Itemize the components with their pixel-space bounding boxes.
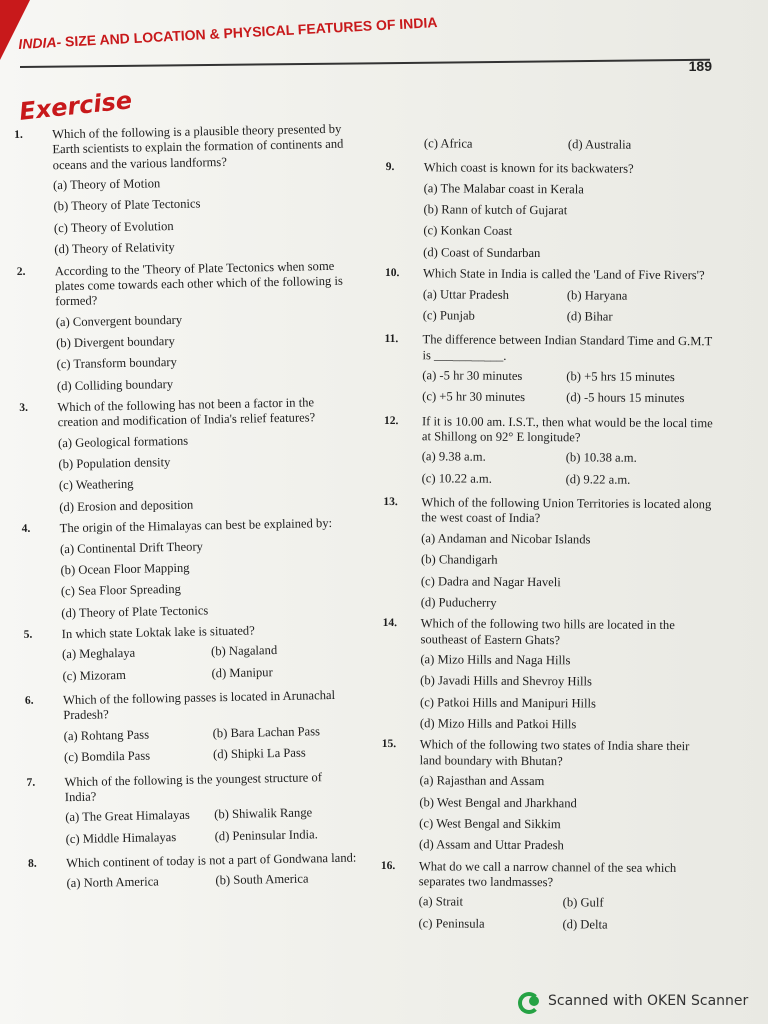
question-item: [380, 859, 711, 940]
question-text: Which of the following is a plausible theory presented by Earth scientists to explain the formation of continents and oceans and the various landforms?: [51, 121, 344, 172]
question-item: [384, 332, 715, 413]
question-number: 9.: [385, 161, 395, 174]
answer-option: (a) Geological formations: [57, 433, 189, 450]
answer-option: (a) Theory of Motion: [52, 176, 161, 193]
options-list: [66, 871, 358, 898]
answer-option: (b) West Bengal and Jharkhand: [419, 794, 577, 810]
answer-option: (a) Convergent boundary: [55, 312, 183, 329]
question-text: The difference between Indian Standard Time and G.M.T is ___________.: [422, 332, 713, 363]
options-list: [421, 531, 714, 612]
answer-option: (a) North America: [66, 874, 159, 891]
answer-option: (d) Delta: [562, 916, 608, 932]
options-list: [56, 309, 349, 394]
scanner-logo-icon: [518, 990, 540, 1012]
question-number: 7.: [26, 776, 36, 789]
answer-option: (a) Rajasthan and Assam: [419, 773, 545, 789]
answer-option: (d) -5 hours 15 minutes: [566, 390, 685, 406]
question-number: 13.: [383, 496, 398, 509]
question-number: 10.: [385, 267, 400, 280]
options-list: [62, 642, 355, 690]
chapter-title: [18, 14, 438, 52]
answer-option: (c) +5 hr 30 minutes: [422, 389, 526, 405]
answer-option: (b) Nagaland: [210, 643, 278, 659]
options-list: [420, 652, 713, 733]
question-text: Which of the following two states of India share their land boundary with Bhutan?: [419, 737, 690, 769]
answer-option: (a) -5 hr 30 minutes: [422, 368, 523, 383]
answer-option: (c) West Bengal and Sikkim: [419, 816, 561, 832]
answer-option: (d) Mizo Hills and Patkoi Hills: [419, 716, 577, 732]
answer-option: (b) Divergent boundary: [56, 333, 175, 351]
answer-option: (d) Erosion and deposition: [59, 497, 194, 515]
answer-option: (d) Theory of Relativity: [54, 240, 175, 257]
answer-option: (a) The Malabar coast in Kerala: [423, 180, 584, 197]
answer-option: (b) Rann of kutch of Gujarat: [423, 202, 568, 218]
answer-option: (d) Bihar: [566, 309, 613, 324]
options-list: [60, 536, 353, 621]
answer-option: (c) 10.22 a.m.: [421, 471, 492, 486]
question-text: Which State in India is called the 'Land of Five Rivers'?: [422, 266, 705, 283]
question-text: According to the 'Theory of Plate Tectonics when some plates come towards each other which of the following is formed?: [54, 258, 343, 309]
answer-option: (d) Australia: [567, 137, 632, 152]
question-number: 15.: [381, 738, 397, 751]
options-list: [58, 430, 351, 515]
question-number: 6.: [24, 694, 34, 707]
answer-option: (c) Peninsula: [418, 915, 485, 931]
answer-option: (c) Sea Floor Spreading: [60, 582, 181, 599]
question-item: [385, 266, 715, 331]
options-list: [64, 723, 357, 771]
answer-option: (b) Shiwalik Range: [214, 805, 313, 822]
header-rule: [20, 59, 710, 68]
answer-option: (a) Andaman and Nicobar Islands: [421, 531, 591, 547]
question-number: 16.: [380, 859, 396, 872]
answer-option: (a) The Great Himalayas: [65, 807, 190, 825]
answer-option: (d) Shipki La Pass: [212, 745, 306, 762]
answer-option: (c) Theory of Evolution: [53, 218, 174, 236]
options-list: [419, 773, 712, 854]
answer-option: (b) South America: [215, 871, 309, 888]
question-text: Which of the following Union Territories is located along the west coast of India?: [421, 495, 712, 526]
answer-option: (c) Patkoi Hills and Manipuri Hills: [420, 694, 597, 711]
answer-option: (b) Haryana: [566, 287, 628, 303]
question-item: [22, 516, 354, 622]
answer-option: (b) Ocean Floor Mapping: [60, 560, 190, 578]
question-item: [25, 688, 356, 773]
answer-option: (c) Transform boundary: [56, 355, 177, 372]
chapter-prefix: INDIA-: [18, 33, 66, 52]
answer-option: (b) Javadi Hills and Shevroy Hills: [420, 673, 592, 689]
answer-option: (d) Puducherry: [420, 595, 497, 610]
answer-option: (c) Africa: [423, 136, 473, 151]
question-item: [14, 122, 346, 259]
question-item: [24, 622, 355, 691]
question-number: 4.: [21, 522, 31, 536]
section-title: Exercise: [18, 86, 134, 126]
options-list: [424, 136, 716, 159]
answer-option: (c) Mizoram: [62, 667, 126, 683]
answer-option: (a) Continental Drift Theory: [59, 538, 204, 556]
question-text: Which coast is known for its backwaters?: [423, 160, 634, 177]
question-text: What do we call a narrow channel of the sea which separates two landmasses?: [418, 858, 677, 890]
question-item: [26, 769, 357, 854]
options-list: [418, 895, 710, 940]
answer-option: (a) Meghalaya: [61, 646, 136, 662]
answer-option: (c) Middle Himalayas: [65, 829, 177, 846]
answer-option: (d) 9.22 a.m.: [565, 472, 631, 487]
question-text: In which state Loktak lake is situated?: [61, 623, 255, 642]
answer-option: (b) Population density: [58, 455, 171, 472]
question-item: [19, 395, 351, 516]
answer-option: (c) Konkan Coast: [423, 223, 513, 239]
answer-option: (b) Gulf: [562, 895, 604, 910]
question-item: [384, 414, 715, 495]
answer-option: (a) 9.38 a.m.: [421, 449, 486, 465]
answer-option: (b) +5 hrs 15 minutes: [566, 369, 675, 384]
question-number: 12.: [383, 414, 399, 427]
answer-option: (d) Manipur: [211, 664, 273, 681]
left-column: [14, 122, 359, 902]
question-item: [28, 850, 359, 898]
question-text: Which continent of today is not a part of Gondwana land:: [65, 850, 357, 871]
answer-option: (d) Assam and Uttar Pradesh: [419, 837, 564, 853]
answer-option: (a) Strait: [418, 894, 464, 909]
options-list: [422, 368, 714, 413]
options-list: [423, 181, 716, 262]
question-item: [385, 160, 716, 262]
question-number: 14.: [382, 617, 398, 630]
question-item: [383, 495, 714, 612]
answer-option: (c) Dadra and Nagar Haveli: [420, 573, 561, 589]
answer-option: (d) Colliding boundary: [56, 376, 174, 393]
answer-option: (b) Chandigarh: [420, 552, 498, 567]
answer-option: (b) Theory of Plate Tectonics: [53, 196, 201, 214]
question-text: The origin of the Himalayas can best be explained by:: [59, 516, 333, 536]
question-text: Which of the following is the youngest structure of India?: [64, 769, 323, 805]
page-number: 189: [688, 58, 712, 74]
question-text: Which of the following passes is located in Arunachal Pradesh?: [62, 688, 336, 723]
answer-option: (d) Coast of Sundarban: [423, 245, 541, 260]
answer-option: (a) Rohtang Pass: [63, 727, 150, 743]
options-list: [423, 287, 715, 332]
question-item: [382, 616, 713, 733]
question-item: [386, 136, 716, 160]
answer-option: (b) Bara Lachan Pass: [212, 724, 321, 741]
answer-option: (d) Peninsular India.: [214, 826, 318, 843]
question-item: [17, 258, 349, 395]
question-number: 5.: [23, 628, 33, 641]
options-list: [422, 450, 714, 495]
question-number: 2.: [16, 265, 26, 278]
options-list: [65, 805, 358, 853]
question-number: 1.: [14, 128, 23, 141]
answer-option: (a) Uttar Pradesh: [422, 286, 509, 302]
answer-option: (c) Punjab: [422, 308, 475, 323]
question-number: 8.: [28, 857, 37, 870]
question-item: [381, 737, 712, 854]
scanner-watermark: [518, 990, 748, 1012]
question-text: Which of the following two hills are located in the southeast of Eastern Ghats?: [420, 616, 675, 647]
options-list: [53, 173, 346, 258]
question-text: If it is 10.00 am. I.S.T., then what would be the local time at Shillong on 92° E longitude?: [421, 413, 713, 445]
answer-option: (d) Theory of Plate Tectonics: [61, 602, 209, 620]
question-number: 11.: [384, 333, 399, 346]
answer-option: (a) Mizo Hills and Naga Hills: [420, 652, 571, 668]
chapter-title-text: SIZE AND LOCATION & PHYSICAL FEATURES OF INDIA: [64, 14, 438, 50]
answer-option: (b) 10.38 a.m.: [565, 450, 637, 466]
question-text: Which of the following has not been a factor in the creation and modification of India's relief features?: [57, 395, 316, 430]
question-number: 3.: [19, 401, 29, 414]
scanner-text: Scanned with OKEN Scanner: [548, 993, 749, 1009]
answer-option: (c) Bomdila Pass: [63, 748, 151, 765]
answer-option: (c) Weathering: [58, 477, 134, 493]
right-column: [380, 136, 716, 942]
